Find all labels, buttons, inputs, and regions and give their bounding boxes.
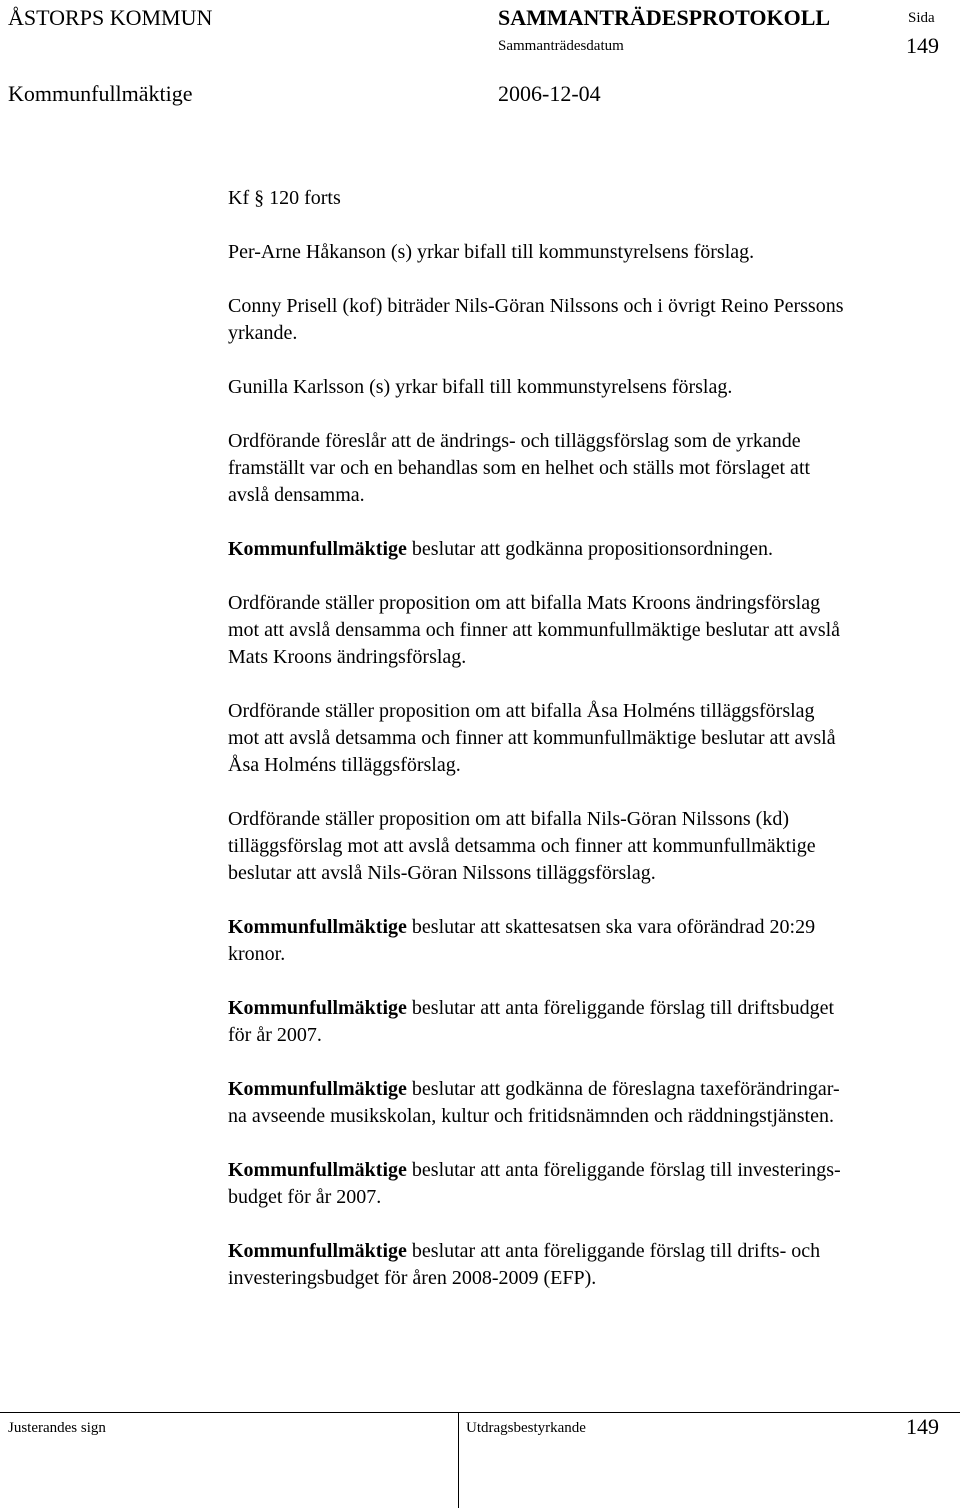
paragraph	[228, 1076, 940, 1130]
paragraph-line	[228, 698, 940, 725]
line-text: beslutar att avslå Nils-Göran Nilssons tilläggsförslag.	[228, 862, 656, 884]
paragraph-list	[228, 239, 940, 1292]
line-text: kronor.	[228, 943, 286, 965]
paragraph-line	[228, 1184, 940, 1211]
line-text: Conny Prisell (kof) biträder Nils-Göran Nilssons och i övrigt Reino Perssons	[228, 295, 844, 317]
heading-prefix: Kf	[228, 187, 250, 209]
line-text: Ordförande ställer proposition om att bifalla Åsa Holméns tilläggsförslag	[228, 700, 815, 722]
line-text: beslutar att godkänna propositionsordningen.	[406, 538, 773, 560]
paragraph	[228, 293, 940, 347]
line-text: Gunilla Karlsson (s) yrkar bifall till kommunstyrelsens förslag.	[228, 376, 733, 398]
paragraph-line	[228, 1157, 940, 1184]
line-text: tilläggsförslag mot att avslå detsamma och finner att kommunfullmäktige	[228, 835, 816, 857]
paragraph-line	[228, 752, 940, 779]
paragraph-line	[228, 590, 940, 617]
line-text: Per-Arne Håkanson (s) yrkar bifall till kommunstyrelsens förslag.	[228, 241, 755, 263]
paragraph-line	[228, 293, 940, 320]
line-text: budget för år 2007.	[228, 1186, 382, 1208]
header-page-number: 149	[906, 33, 939, 58]
line-text: yrkande.	[228, 322, 298, 344]
paragraph-line	[228, 1076, 940, 1103]
decision-body: Kommunfullmäktige	[228, 1159, 407, 1181]
footer-page-number: 149	[906, 1414, 939, 1439]
line-text: investeringsbudget för åren 2008-2009 (EFP).	[228, 1267, 597, 1289]
line-text: Mats Kroons ändringsförslag.	[228, 646, 467, 668]
paragraph-line	[228, 1265, 940, 1292]
section-symbol: §	[254, 187, 265, 209]
line-text: framställt var och en behandlas som en helhet och ställs mot förslaget att	[228, 457, 811, 479]
section-number: 120 forts	[269, 187, 341, 209]
paragraph-line	[228, 428, 940, 455]
paragraph-line	[228, 833, 940, 860]
line-text: beslutar att skattesatsen ska vara oförändrad 20:29	[406, 916, 816, 938]
paragraph-line	[228, 860, 940, 887]
paragraph	[228, 806, 940, 887]
paragraph	[228, 698, 940, 779]
extract-certification-label: Utdragsbestyrkande	[466, 1420, 586, 1436]
decision-body: Kommunfullmäktige	[228, 916, 407, 938]
line-text: beslutar att anta föreliggande förslag till investerings-	[406, 1159, 841, 1181]
minutes-body	[228, 185, 940, 1292]
line-text: Ordförande ställer proposition om att bifalla Nils-Göran Nilssons (kd)	[228, 808, 789, 830]
paragraph-line	[228, 1238, 940, 1265]
paragraph-line	[228, 941, 940, 968]
decision-body: Kommunfullmäktige	[228, 1078, 407, 1100]
page-label: Sida	[908, 10, 935, 26]
line-text: Ordförande ställer proposition om att bifalla Mats Kroons ändringsförslag	[228, 592, 821, 614]
document-type: SAMMANTRÄDESPROTOKOLL	[498, 5, 831, 30]
paragraph	[228, 536, 940, 563]
paragraph-line	[228, 1103, 940, 1130]
paragraph-line	[228, 644, 940, 671]
paragraph-line	[228, 239, 940, 266]
decision-body: Kommunfullmäktige	[228, 1240, 407, 1262]
meeting-date-label: Sammanträdesdatum	[498, 38, 624, 54]
line-text: beslutar att anta föreliggande förslag till driftsbudget	[406, 997, 834, 1019]
paragraph-line	[228, 995, 940, 1022]
paragraph	[228, 428, 940, 509]
body-name: Kommunfullmäktige	[8, 81, 193, 106]
line-text: na avseende musikskolan, kultur och fritidsnämnden och räddningstjänsten.	[228, 1105, 834, 1127]
paragraph-line	[228, 374, 940, 401]
municipality-name: ÅSTORPS KOMMUN	[8, 5, 213, 30]
line-text: beslutar att godkänna de föreslagna taxeförändringar-	[406, 1078, 840, 1100]
decision-body: Kommunfullmäktige	[228, 538, 407, 560]
line-text: Ordförande föreslår att de ändrings- och tilläggsförslag som de yrkande	[228, 430, 801, 452]
footer-rule	[0, 1412, 960, 1413]
paragraph-line	[228, 536, 940, 563]
section-heading	[228, 185, 940, 212]
paragraph	[228, 1238, 940, 1292]
paragraph-line	[228, 806, 940, 833]
paragraph-line	[228, 617, 940, 644]
line-text: mot att avslå densamma och finner att kommunfullmäktige beslutar att avslå	[228, 619, 841, 641]
paragraph-line	[228, 455, 940, 482]
signature-label: Justerandes sign	[8, 1420, 106, 1436]
paragraph	[228, 1157, 940, 1211]
paragraph-line	[228, 914, 940, 941]
paragraph	[228, 995, 940, 1049]
paragraph	[228, 590, 940, 671]
paragraph	[228, 914, 940, 968]
decision-body: Kommunfullmäktige	[228, 997, 407, 1019]
meeting-date: 2006-12-04	[498, 81, 601, 106]
paragraph-line	[228, 320, 940, 347]
paragraph-line	[228, 725, 940, 752]
paragraph	[228, 374, 940, 401]
line-text: mot att avslå detsamma och finner att kommunfullmäktige beslutar att avslå	[228, 727, 836, 749]
paragraph	[228, 239, 940, 266]
footer-divider	[458, 1412, 459, 1508]
line-text: Åsa Holméns tilläggsförslag.	[228, 754, 461, 776]
line-text: avslå densamma.	[228, 484, 365, 506]
paragraph-line	[228, 1022, 940, 1049]
paragraph-line	[228, 482, 940, 509]
line-text: beslutar att anta föreliggande förslag till drifts- och	[406, 1240, 821, 1262]
line-text: för år 2007.	[228, 1024, 322, 1046]
